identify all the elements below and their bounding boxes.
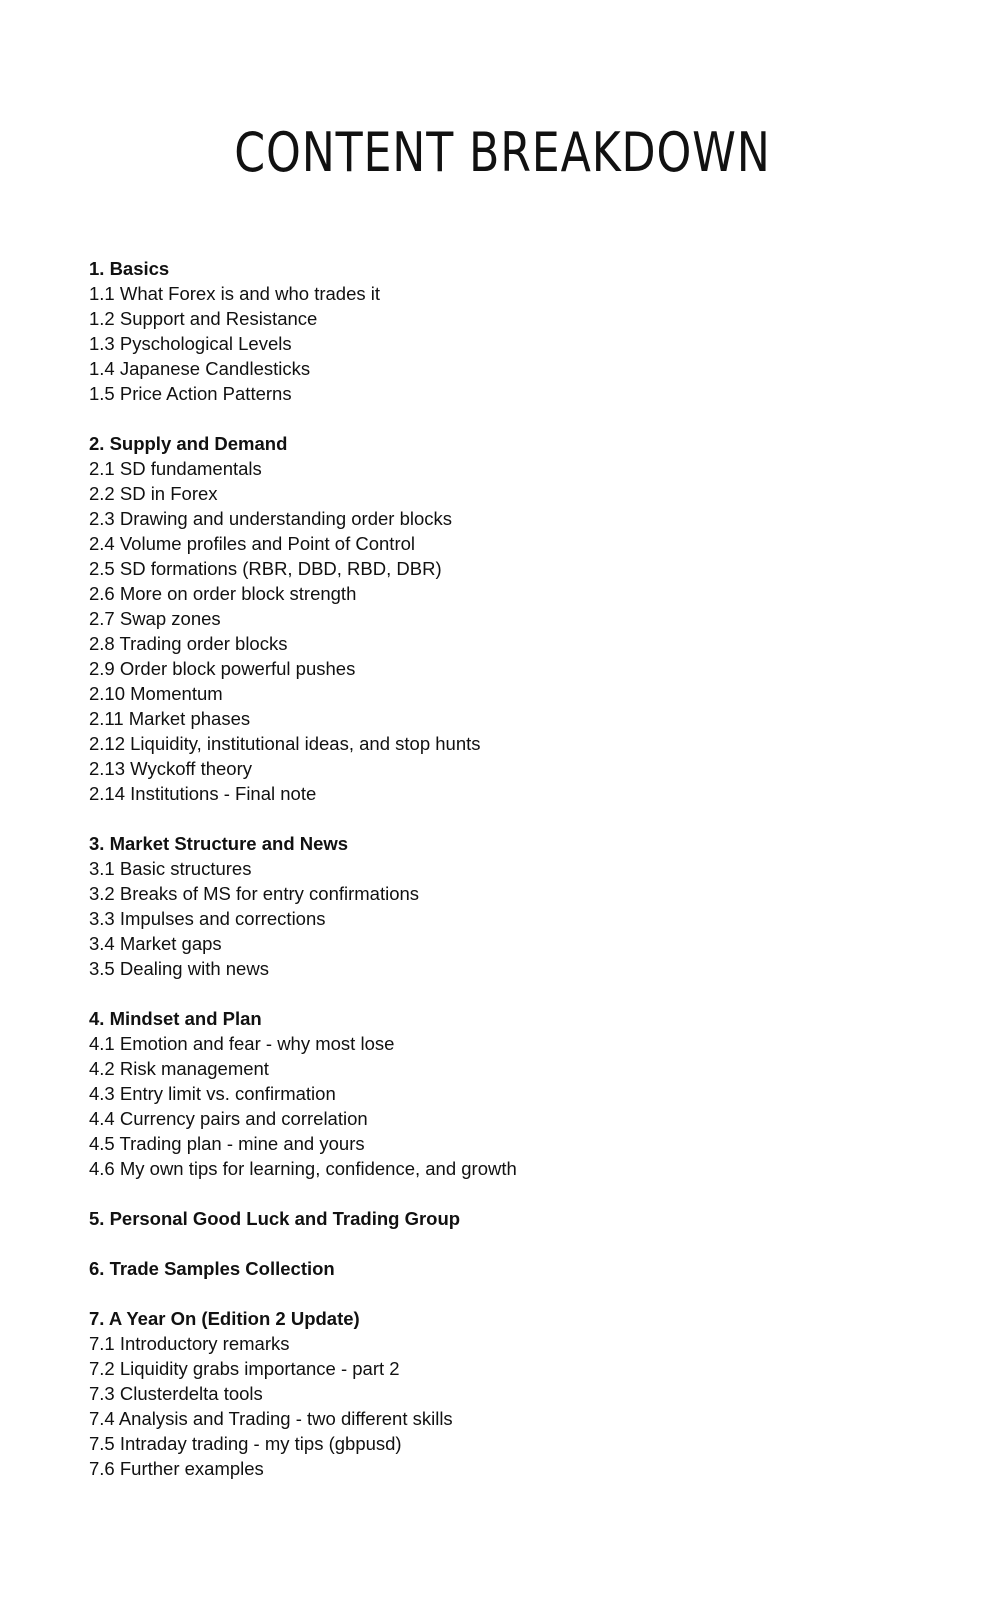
toc-item: 3.5 Dealing with news — [89, 958, 269, 979]
toc-item: 4.5 Trading plan - mine and yours — [89, 1133, 365, 1154]
toc-item: 7.3 Clusterdelta tools — [89, 1383, 263, 1404]
toc-item: 3.2 Breaks of MS for entry confirmations — [89, 883, 420, 904]
section-heading: 6. Trade Samples Collection — [89, 1258, 335, 1279]
section-heading: 5. Personal Good Luck and Trading Group — [89, 1208, 461, 1229]
toc-item: 2.5 SD formations (RBR, DBD, RBD, DBR) — [89, 558, 442, 579]
toc-item: 2.8 Trading order blocks — [89, 633, 288, 654]
toc-section-trade-samples — [89, 1256, 517, 1281]
section-heading: 4. Mindset and Plan — [89, 1008, 262, 1029]
toc-item: 3.4 Market gaps — [89, 933, 222, 954]
toc-item: 2.6 More on order block strength — [89, 583, 357, 604]
section-heading: 7. A Year On (Edition 2 Update) — [89, 1308, 360, 1329]
toc-item: 7.5 Intraday trading - my tips (gbpusd) — [89, 1433, 402, 1454]
toc-item: 2.9 Order block powerful pushes — [89, 658, 356, 679]
page-title: CONTENT BREAKDOWN — [234, 121, 771, 184]
toc-item: 2.2 SD in Forex — [89, 483, 218, 504]
toc-section-market-structure — [89, 831, 517, 981]
toc-item: 1.4 Japanese Candlesticks — [89, 358, 311, 379]
toc-item: 2.14 Institutions - Final note — [89, 783, 317, 804]
toc-item: 2.12 Liquidity, institutional ideas, and stop hunts — [89, 733, 481, 754]
toc-item: 1.5 Price Action Patterns — [89, 383, 292, 404]
toc-item: 4.3 Entry limit vs. confirmation — [89, 1083, 336, 1104]
toc-item: 4.2 Risk management — [89, 1058, 269, 1079]
toc-item: 2.1 SD fundamentals — [89, 458, 262, 479]
toc-item: 1.2 Support and Resistance — [89, 308, 318, 329]
section-heading: 1. Basics — [89, 258, 170, 279]
toc-item: 7.1 Introductory remarks — [89, 1333, 290, 1354]
toc-section-supply-demand — [89, 431, 517, 806]
toc-item: 7.2 Liquidity grabs importance - part 2 — [89, 1358, 400, 1379]
toc-item: 4.4 Currency pairs and correlation — [89, 1108, 368, 1129]
toc-item: 1.1 What Forex is and who trades it — [89, 283, 380, 304]
toc-item: 1.3 Pyschological Levels — [89, 333, 292, 354]
toc-item: 4.1 Emotion and fear - why most lose — [89, 1033, 395, 1054]
toc-section-basics — [89, 256, 517, 406]
toc-item: 7.4 Analysis and Trading - two different skills — [89, 1408, 453, 1429]
toc-item: 7.6 Further examples — [89, 1458, 264, 1479]
toc-item: 3.3 Impulses and corrections — [89, 908, 326, 929]
toc-item: 4.6 My own tips for learning, confidence, and growth — [89, 1158, 517, 1179]
toc-item: 2.11 Market phases — [89, 708, 251, 729]
toc-section-year-on — [89, 1306, 517, 1481]
toc-item: 2.4 Volume profiles and Point of Control — [89, 533, 415, 554]
toc-item: 3.1 Basic structures — [89, 858, 252, 879]
toc-item: 2.13 Wyckoff theory — [89, 758, 252, 779]
section-heading: 2. Supply and Demand — [89, 433, 288, 454]
toc-item: 2.10 Momentum — [89, 683, 223, 704]
toc-item: 2.7 Swap zones — [89, 608, 221, 629]
toc-item: 2.3 Drawing and understanding order blocks — [89, 508, 453, 529]
toc-section-good-luck-group — [89, 1206, 517, 1231]
section-heading: 3. Market Structure and News — [89, 833, 349, 854]
table-of-contents — [89, 256, 517, 1506]
toc-section-mindset-plan — [89, 1006, 517, 1181]
